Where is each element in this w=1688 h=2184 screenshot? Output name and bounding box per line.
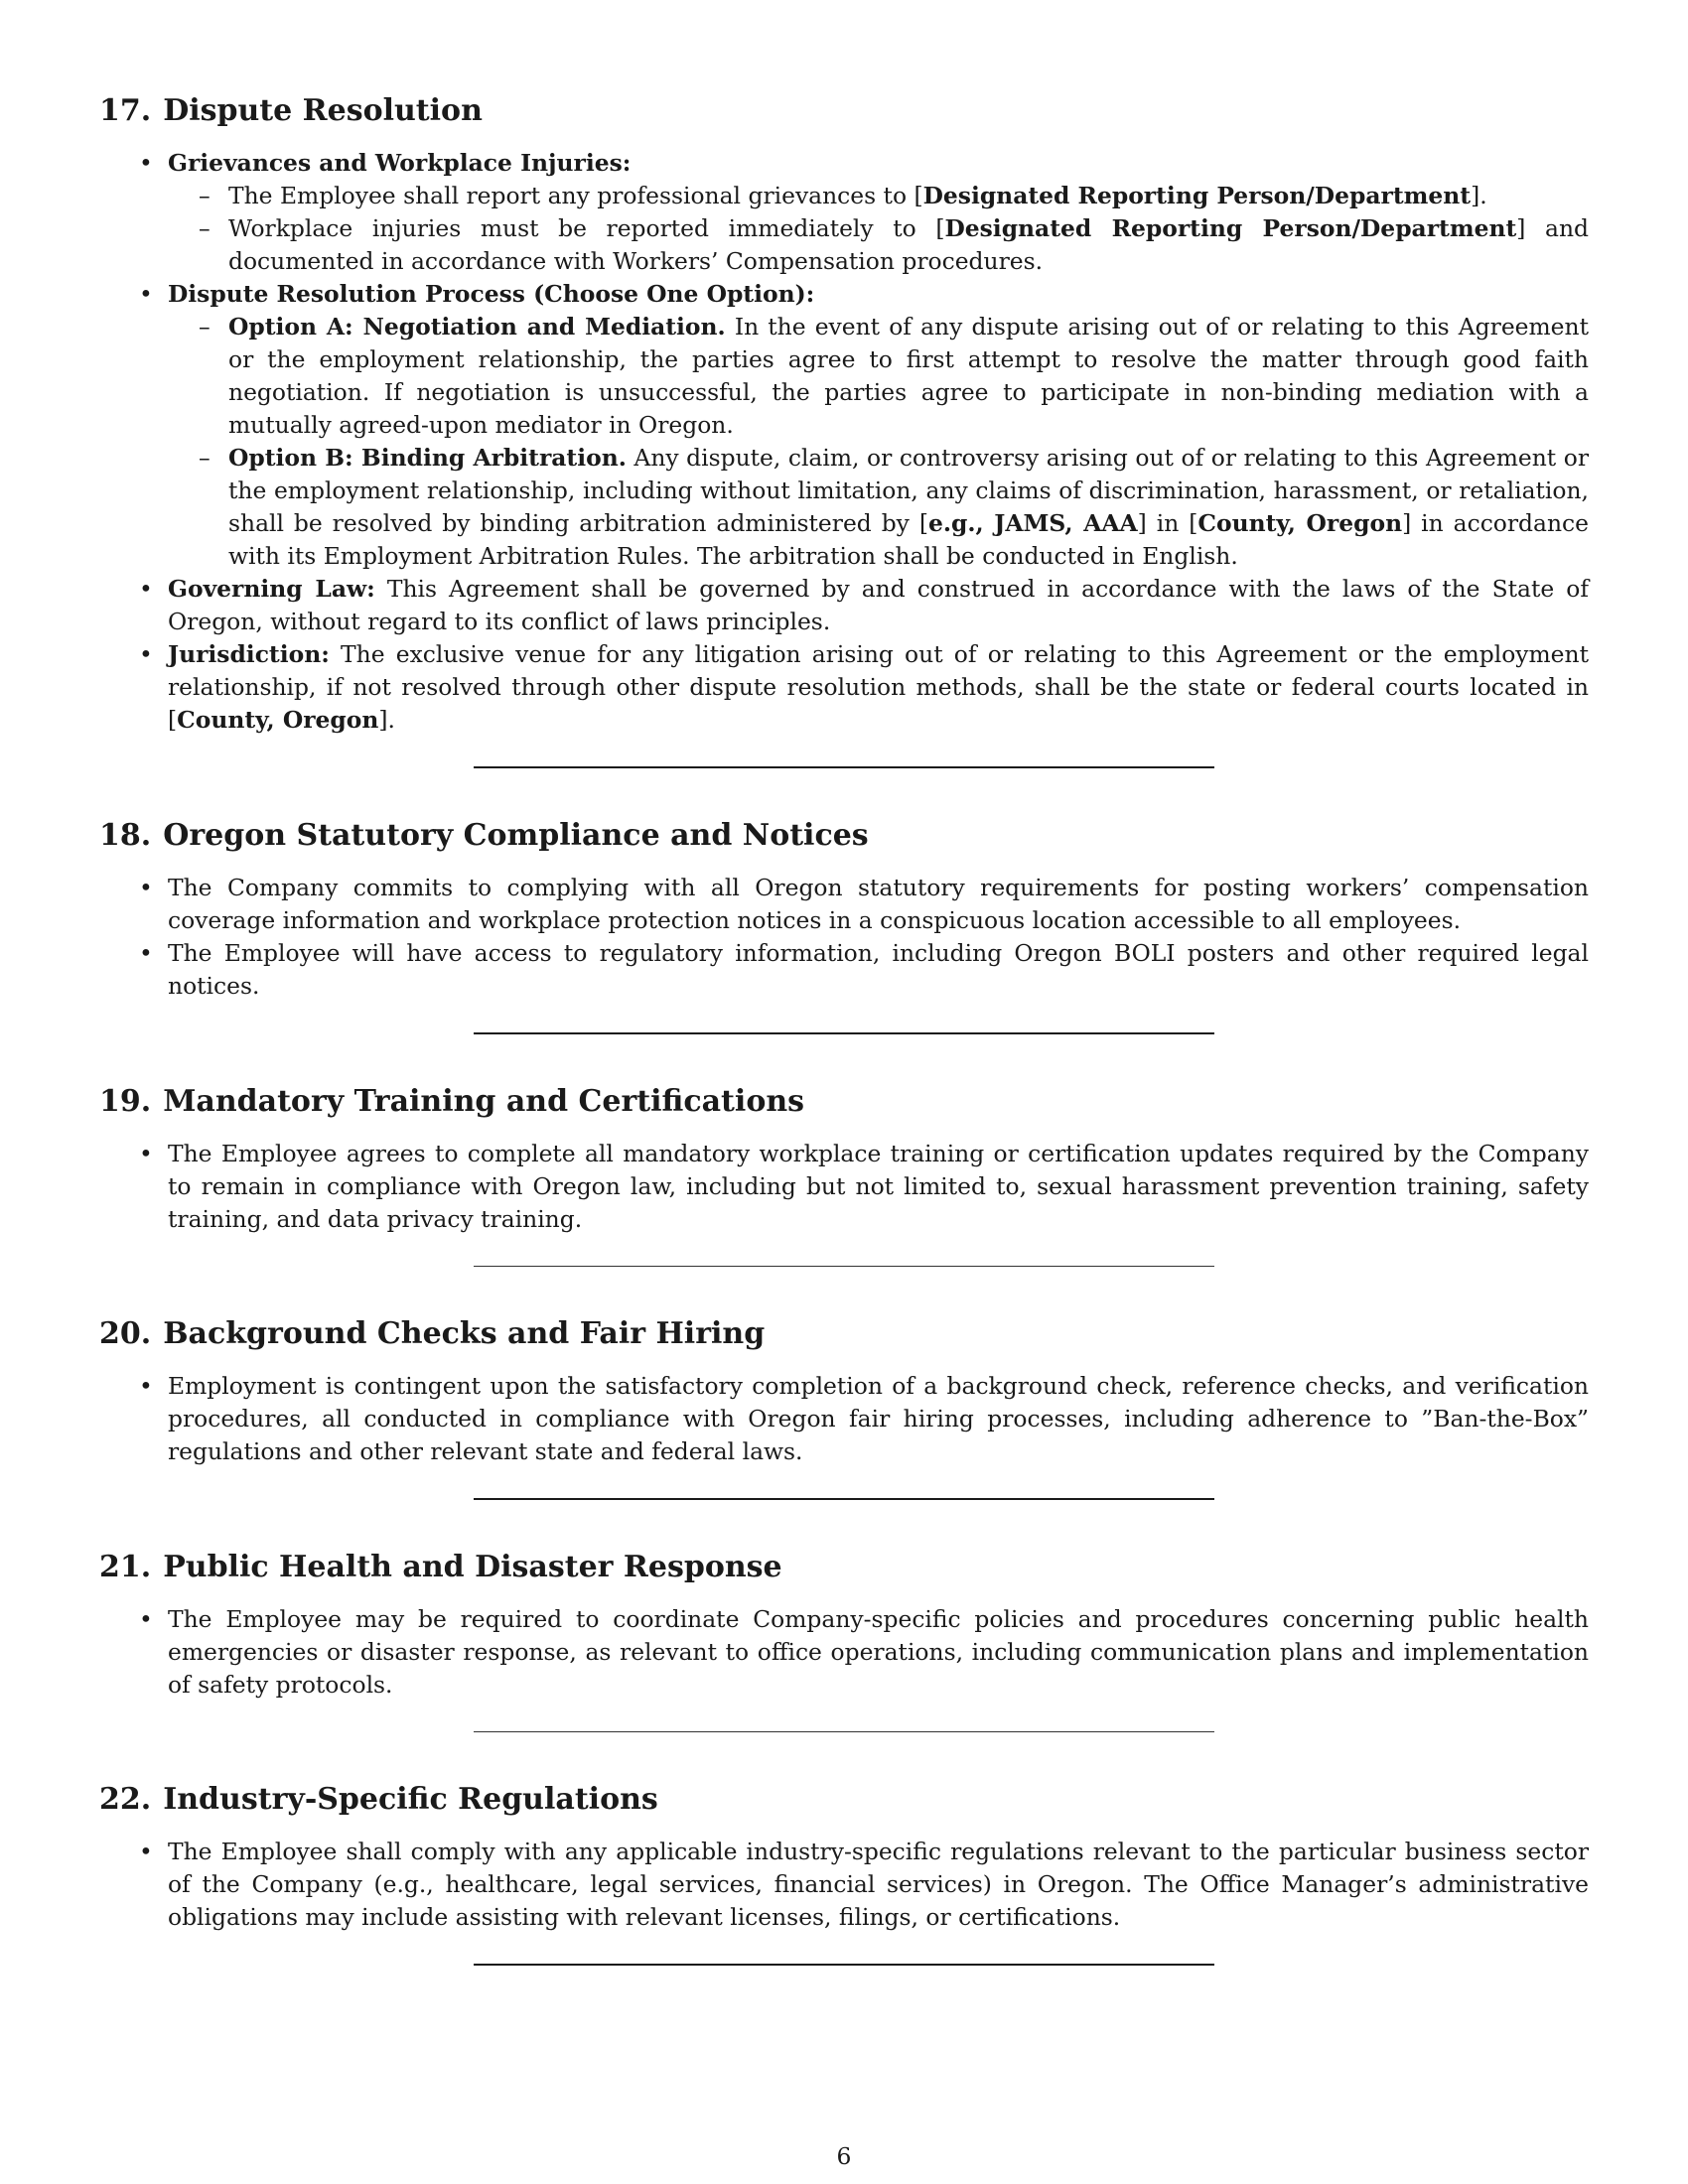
list-item: • The Company commits to complying with all Oregon statutory requirements for posting workers’ compensation coverage information and workplace protection notices in a conspicuous location accessible to all employees. (99, 872, 1589, 937)
divider (474, 1964, 1214, 1966)
divider (474, 1266, 1214, 1267)
section-heading: 19. Mandatory Training and Certifications (99, 1084, 805, 1119)
section-21 (99, 1548, 1589, 1732)
list-item-governing-law: • Governing Law: This Agreement shall be governed by and construed in accordance with the laws of the State of Oregon, without regard to its conflict of laws principles. (99, 573, 1589, 638)
sub-list-item-option-b: – Option B: Binding Arbitration. Any dispute, claim, or controversy arising out of or relating to this Agreement or the employment relationship, including without limitation, any claims of discrimination, harassment, or retaliation, shall be resolved by binding arbitration administered by [e.g., JAMS, AAA] in [County, Oregon] in accordance with its Employment Arbitration Rules. The arbitration shall be conducted in English. (168, 442, 1589, 573)
section-20 (99, 1314, 1589, 1500)
section-19 (99, 1082, 1589, 1267)
divider (474, 766, 1214, 768)
section-heading: 22. Industry-Specific Regulations (99, 1782, 658, 1817)
section-18 (99, 816, 1589, 1034)
document-page (99, 91, 1589, 2013)
section-heading: 18. Oregon Statutory Compliance and Notices (99, 818, 869, 853)
list-item: • Dispute Resolution Process (Choose One Option): – Option A: Negotiation and Mediation. In the event of any dispute arising out of or relating to this Agreement or the employment relationship, the parties agree to first attempt to resolve the matter through good faith negotiation. If negotiation is unsuccessful, the parties agree to participate in non-binding mediation with a mutually agreed-upon mediator in Oregon. – Option B: Binding Arbitration. Any dispute, claim, or controversy arising out of or relating to this Agreement or the employment relationship, including without limitation, any claims of discrimination, harassment, or retaliation, shall be resolved by binding arbitration administered by [e.g., JAMS, AAA] in [County, Oregon] in accordance with its Employment Arbitration Rules. The arbitration shall be conducted in English. (99, 278, 1589, 573)
section-22 (99, 1780, 1589, 1966)
list-item-jurisdiction: • Jurisdiction: The exclusive venue for any litigation arising out of or relating to this Agreement or the employment relationship, if not resolved through other dispute resolution methods, shall be the state or federal courts located in [County, Oregon]. (99, 638, 1589, 737)
section-heading: 21. Public Health and Disaster Response (99, 1550, 782, 1584)
page-number: 6 (836, 2142, 852, 2170)
sub-list-item-option-a: – Option A: Negotiation and Mediation. In the event of any dispute arising out of or relating to this Agreement or the employment relationship, the parties agree to first attempt to resolve the matter through good faith negotiation. If negotiation is unsuccessful, the parties agree to participate in non-binding mediation with a mutually agreed-upon mediator in Oregon. (168, 311, 1589, 442)
list-item: • The Employee agrees to complete all mandatory workplace training or certification updates required by the Company to remain in compliance with Oregon law, including but not limited to, sexual harassment prevention training, safety training, and data privacy training. (99, 1138, 1589, 1236)
sub-list-item: – Workplace injuries must be reported immediately to [Designated Reporting Person/Department] and documented in accordance with Workers’ Compensation procedures. (168, 212, 1589, 278)
list-item: • Employment is contingent upon the satisfactory completion of a background check, reference checks, and verification procedures, all conducted in compliance with Oregon fair hiring processes, including adherence to ”Ban-the-Box” regulations and other relevant state and federal laws. (99, 1370, 1589, 1468)
section-17 (99, 91, 1589, 768)
list-item: • The Employee shall comply with any applicable industry-specific regulations relevant to the particular business sector of the Company (e.g., healthcare, legal services, financial services) in Oregon. The Office Manager’s administrative obligations may include assisting with relevant licenses, filings, or certifications. (99, 1836, 1589, 1934)
divider (474, 1498, 1214, 1500)
list-item: • The Employee may be required to coordinate Company-specific policies and procedures concerning public health emergencies or disaster response, as relevant to office operations, including communication plans and implementation of safety protocols. (99, 1603, 1589, 1702)
divider (474, 1731, 1214, 1732)
list-item: • The Employee will have access to regulatory information, including Oregon BOLI posters and other required legal notices. (99, 937, 1589, 1003)
sub-list-item: – The Employee shall report any professional grievances to [Designated Reporting Person/Department]. (168, 180, 1589, 212)
divider (474, 1032, 1214, 1034)
section-heading: 20. Background Checks and Fair Hiring (99, 1316, 766, 1351)
list-item: • Grievances and Workplace Injuries: – The Employee shall report any professional grievances to [Designated Reporting Person/Department]. – Workplace injuries must be reported immediately to [Designated Reporting Person/Department] and documented in accordance with Workers’ Compensation procedures. (99, 147, 1589, 278)
section-heading: 17. Dispute Resolution (99, 93, 483, 128)
